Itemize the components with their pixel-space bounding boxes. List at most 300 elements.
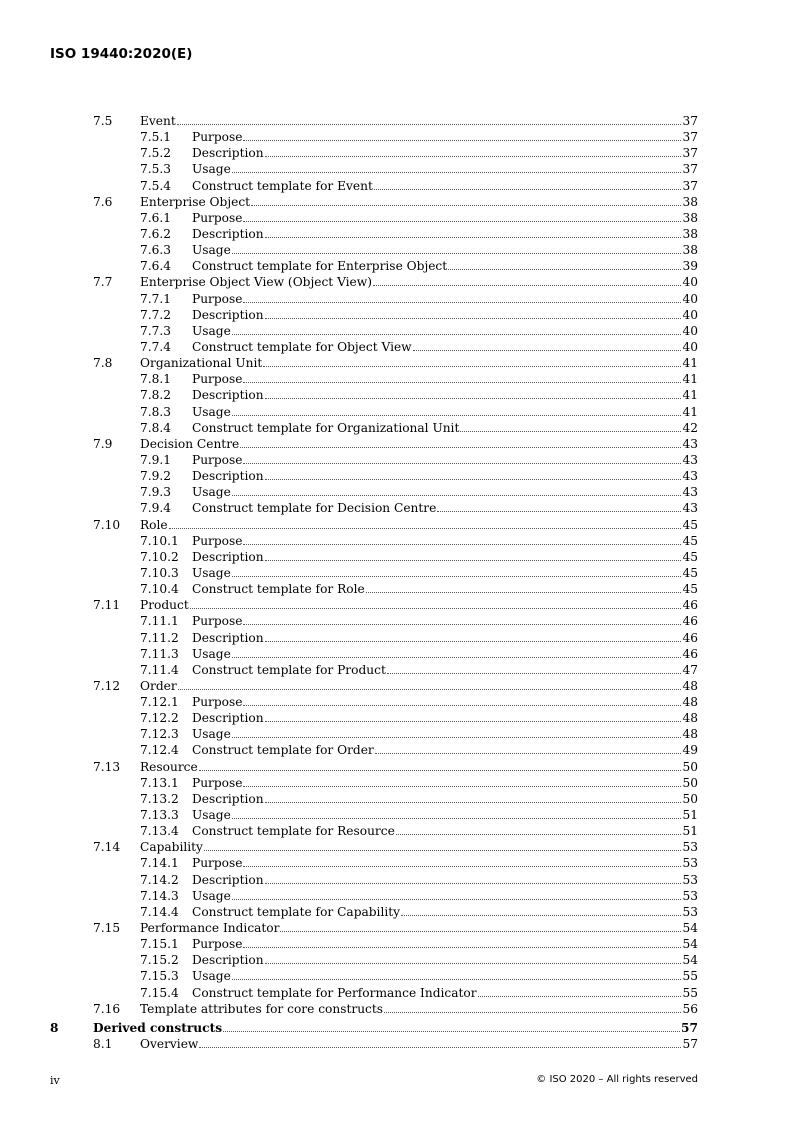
toc-entry-number: 7.11 bbox=[93, 598, 121, 613]
toc-entry[interactable] bbox=[50, 936, 698, 952]
toc-entry[interactable] bbox=[50, 323, 698, 339]
toc-entry-number: 7.8.1 bbox=[140, 372, 172, 387]
toc-entry-line bbox=[192, 791, 698, 807]
toc-entry-number: 7.7.1 bbox=[140, 291, 172, 306]
toc-entry-title: Usage bbox=[192, 243, 231, 258]
toc-entry[interactable] bbox=[50, 226, 698, 242]
toc-entry[interactable] bbox=[50, 742, 698, 758]
toc-entry-title: Construct template for Object View bbox=[192, 339, 412, 354]
toc-entry-page: 45 bbox=[682, 565, 698, 580]
toc-entry[interactable] bbox=[50, 145, 698, 161]
toc-entry-title: Order bbox=[140, 678, 177, 693]
toc-entry-title: Usage bbox=[192, 565, 231, 580]
toc-entry-line bbox=[140, 274, 698, 290]
toc-entry-line bbox=[192, 904, 698, 920]
dot-leader bbox=[396, 833, 682, 835]
toc-entry-number: 7.6.2 bbox=[140, 226, 172, 241]
toc-entry-line bbox=[140, 759, 698, 775]
toc-entry-line bbox=[140, 436, 698, 452]
toc-entry-line bbox=[192, 161, 698, 177]
toc-entry-number: 7.15.1 bbox=[140, 937, 179, 952]
toc-entry-number: 7.5.4 bbox=[140, 178, 172, 193]
toc-entry[interactable] bbox=[50, 759, 698, 775]
toc-entry-line bbox=[192, 452, 698, 468]
toc-entry-title: Decision Centre bbox=[140, 436, 240, 451]
toc-entry-page: 43 bbox=[682, 436, 698, 451]
toc-entry-page: 46 bbox=[682, 646, 698, 661]
toc-entry-page: 46 bbox=[682, 598, 698, 613]
toc-entry-number: 7.9.1 bbox=[140, 452, 172, 467]
toc-entry-title: Template attributes for core constructs bbox=[140, 1001, 384, 1016]
toc-entry[interactable] bbox=[50, 452, 698, 468]
dot-leader bbox=[204, 849, 682, 851]
toc-entry-title: Derived constructs bbox=[93, 1020, 223, 1035]
dot-leader bbox=[375, 752, 682, 754]
toc-entry-page: 37 bbox=[682, 178, 698, 193]
toc-entry-line bbox=[140, 194, 698, 210]
toc-entry-line bbox=[192, 258, 698, 274]
toc-entry-number: 7.15.4 bbox=[140, 985, 179, 1000]
toc-entry-number: 7.15.3 bbox=[140, 969, 179, 984]
dot-leader bbox=[243, 220, 681, 222]
toc-entry-number: 7.12.4 bbox=[140, 743, 179, 758]
dot-leader bbox=[243, 704, 681, 706]
toc-entry-page: 43 bbox=[682, 469, 698, 484]
toc-entry-line bbox=[192, 307, 698, 323]
toc-entry-page: 49 bbox=[682, 743, 698, 758]
toc-entry-page: 40 bbox=[682, 307, 698, 322]
toc-entry-number: 7.13.3 bbox=[140, 808, 179, 823]
toc-entry-line bbox=[192, 291, 698, 307]
toc-entry[interactable] bbox=[50, 291, 698, 307]
dot-leader bbox=[265, 962, 682, 964]
toc-entry-number: 7.11.3 bbox=[140, 646, 179, 661]
toc-entry-title: Purpose bbox=[192, 130, 243, 145]
toc-entry-number: 7.9.4 bbox=[140, 501, 172, 516]
dot-leader bbox=[366, 591, 682, 593]
toc-entry[interactable] bbox=[50, 274, 698, 290]
toc-entry-number: 7.13 bbox=[93, 759, 121, 774]
dot-leader bbox=[232, 978, 682, 980]
dot-leader bbox=[232, 414, 682, 416]
toc-entry[interactable] bbox=[50, 710, 698, 726]
toc-entry-page: 51 bbox=[682, 824, 698, 839]
toc-entry-page: 55 bbox=[682, 985, 698, 1000]
toc-entry-page: 53 bbox=[682, 888, 698, 903]
toc-entry-page: 37 bbox=[682, 162, 698, 177]
dot-leader bbox=[243, 785, 681, 787]
dot-leader bbox=[199, 769, 682, 771]
toc-entry-number: 7.6.4 bbox=[140, 259, 172, 274]
toc-entry[interactable] bbox=[50, 823, 698, 839]
dot-leader bbox=[265, 397, 682, 399]
toc-entry-page: 45 bbox=[682, 582, 698, 597]
dot-leader bbox=[232, 252, 682, 254]
dot-leader bbox=[387, 672, 682, 674]
dot-leader bbox=[240, 446, 681, 448]
toc-entry-line bbox=[192, 484, 698, 500]
toc-entry[interactable] bbox=[50, 194, 698, 210]
toc-entry-number: 7.11.4 bbox=[140, 662, 179, 677]
toc-entry[interactable] bbox=[50, 646, 698, 662]
toc-entry-line bbox=[192, 549, 698, 565]
toc-entry[interactable] bbox=[50, 533, 698, 549]
toc-entry[interactable] bbox=[50, 565, 698, 581]
toc-entry[interactable] bbox=[50, 952, 698, 968]
toc-entry-number: 7.8.2 bbox=[140, 388, 172, 403]
toc-entry-number: 7.11.1 bbox=[140, 614, 179, 629]
toc-entry-title: Enterprise Object bbox=[140, 194, 251, 209]
toc-entry-line bbox=[192, 565, 698, 581]
toc-entry[interactable] bbox=[50, 1036, 698, 1052]
dot-leader bbox=[401, 914, 681, 916]
toc-entry-page: 40 bbox=[682, 323, 698, 338]
toc-entry-number: 7.10 bbox=[93, 517, 121, 532]
toc-entry-line bbox=[192, 807, 698, 823]
toc-entry-title: Purpose bbox=[192, 695, 243, 710]
dot-leader bbox=[265, 801, 682, 803]
toc-entry-number: 7.10.2 bbox=[140, 549, 179, 564]
toc-entry-page: 53 bbox=[682, 904, 698, 919]
toc-entry-line bbox=[192, 694, 698, 710]
toc-entry-number: 7.7.2 bbox=[140, 307, 172, 322]
dot-leader bbox=[265, 478, 682, 480]
toc-entry-title: Construct template for Order bbox=[192, 743, 374, 758]
toc-entry-number: 7.7.3 bbox=[140, 323, 172, 338]
dot-leader bbox=[232, 656, 682, 658]
toc-entry[interactable] bbox=[50, 985, 698, 1001]
toc-entry-page: 40 bbox=[682, 275, 698, 290]
toc-entry-title: Purpose bbox=[192, 614, 243, 629]
toc-entry-line bbox=[140, 355, 698, 371]
toc-entry-title: Construct template for Decision Centre bbox=[192, 501, 437, 516]
toc-entry-line bbox=[192, 823, 698, 839]
toc-entry-number: 7.12.1 bbox=[140, 695, 179, 710]
toc-entry-number: 7.7.4 bbox=[140, 339, 172, 354]
toc-entry-page: 51 bbox=[682, 808, 698, 823]
toc-entry-number: 7.5.2 bbox=[140, 146, 172, 161]
toc-entry-title: Usage bbox=[192, 485, 231, 500]
dot-leader bbox=[243, 139, 681, 141]
toc-entry-page: 55 bbox=[682, 969, 698, 984]
toc-entry[interactable] bbox=[50, 161, 698, 177]
toc-entry[interactable] bbox=[50, 129, 698, 145]
toc-entry-title: Purpose bbox=[192, 210, 243, 225]
toc-entry-title: Construct template for Enterprise Object bbox=[192, 259, 448, 274]
toc-entry-line bbox=[192, 210, 698, 226]
toc-entry-title: Description bbox=[192, 307, 264, 322]
toc-entry[interactable] bbox=[50, 920, 698, 936]
toc-entry-page: 38 bbox=[682, 226, 698, 241]
toc-entry-number: 7.9 bbox=[93, 436, 113, 451]
toc-entry-line bbox=[192, 775, 698, 791]
toc-entry-title: Construct template for Event bbox=[192, 178, 373, 193]
toc-entry[interactable] bbox=[50, 113, 698, 129]
toc-entry-line bbox=[192, 613, 698, 629]
toc-entry-number: 7.6 bbox=[93, 194, 113, 209]
toc-entry-title: Description bbox=[192, 953, 264, 968]
toc-entry-number: 7.8.3 bbox=[140, 404, 172, 419]
toc-entry-number: 7.12.2 bbox=[140, 711, 179, 726]
toc-entry-page: 43 bbox=[682, 501, 698, 516]
dot-leader bbox=[265, 236, 682, 238]
toc-entry[interactable] bbox=[50, 307, 698, 323]
toc-entry[interactable] bbox=[50, 791, 698, 807]
toc-entry-title: Usage bbox=[192, 646, 231, 661]
toc-entry-page: 56 bbox=[682, 1001, 698, 1016]
toc-entry[interactable] bbox=[50, 468, 698, 484]
toc-entry-title: Usage bbox=[192, 323, 231, 338]
toc-entry-page: 50 bbox=[682, 759, 698, 774]
toc-entry[interactable] bbox=[50, 597, 698, 613]
toc-entry[interactable] bbox=[50, 420, 698, 436]
document-header: ISO 19440:2020(E) bbox=[50, 46, 193, 62]
toc-entry-title: Product bbox=[140, 598, 189, 613]
toc-entry[interactable] bbox=[50, 1001, 698, 1017]
toc-entry-page: 41 bbox=[682, 404, 698, 419]
toc-entry-line bbox=[192, 468, 698, 484]
toc-entry[interactable] bbox=[50, 968, 698, 984]
toc-entry-number: 7.5 bbox=[93, 114, 113, 128]
toc-entry[interactable] bbox=[50, 678, 698, 694]
toc-entry-line bbox=[192, 742, 698, 758]
toc-entry-line bbox=[192, 985, 698, 1001]
toc-entry-number: 7.12 bbox=[93, 678, 121, 693]
dot-leader bbox=[437, 510, 681, 512]
toc-entry-title: Usage bbox=[192, 727, 231, 742]
dot-leader bbox=[374, 188, 682, 190]
toc-entry[interactable] bbox=[50, 549, 698, 565]
toc-entry-number: 7.6.3 bbox=[140, 243, 172, 258]
dot-leader bbox=[232, 817, 682, 819]
toc-entry-number: 7.10.1 bbox=[140, 533, 179, 548]
toc-entry-title: Description bbox=[192, 469, 264, 484]
toc-entry-page: 39 bbox=[682, 259, 698, 274]
dot-leader bbox=[232, 736, 682, 738]
toc-entry-title: Purpose bbox=[192, 291, 243, 306]
toc-entry-page: 53 bbox=[682, 840, 698, 855]
dot-leader bbox=[263, 365, 681, 367]
toc-entry[interactable] bbox=[50, 581, 698, 597]
toc-entry[interactable] bbox=[50, 662, 698, 678]
dot-leader bbox=[177, 123, 682, 125]
toc-entry-title: Purpose bbox=[192, 856, 243, 871]
toc-entry[interactable] bbox=[50, 855, 698, 871]
toc-entry-line bbox=[192, 323, 698, 339]
toc-entry-page: 48 bbox=[682, 727, 698, 742]
toc-entry-line bbox=[140, 839, 698, 855]
toc-entry-line bbox=[192, 936, 698, 952]
toc-entry-page: 38 bbox=[682, 194, 698, 209]
toc-entry-title: Description bbox=[192, 146, 264, 161]
toc-entry[interactable] bbox=[50, 258, 698, 274]
toc-entry-line bbox=[192, 500, 698, 516]
toc-entry-page: 48 bbox=[682, 711, 698, 726]
toc-entry[interactable] bbox=[50, 630, 698, 646]
toc-entry-number: 8 bbox=[50, 1020, 59, 1035]
toc-entry-number: 7.14.3 bbox=[140, 888, 179, 903]
dot-leader bbox=[251, 204, 681, 206]
toc-entry-line bbox=[140, 678, 698, 694]
toc-entry-title: Capability bbox=[140, 840, 203, 855]
toc-entry-line bbox=[140, 517, 698, 533]
dot-leader bbox=[243, 865, 681, 867]
dot-leader bbox=[478, 995, 682, 997]
toc-entry-page: 45 bbox=[682, 533, 698, 548]
toc-entry-line bbox=[192, 968, 698, 984]
toc-entry-line bbox=[192, 226, 698, 242]
toc-entry[interactable] bbox=[50, 694, 698, 710]
toc-entry-page: 41 bbox=[682, 372, 698, 387]
dot-leader bbox=[280, 930, 681, 932]
toc-entry-title: Description bbox=[192, 388, 264, 403]
toc-entry[interactable] bbox=[50, 517, 698, 533]
toc-entry[interactable] bbox=[50, 339, 698, 355]
dot-leader bbox=[384, 1011, 681, 1013]
toc-entry-title: Description bbox=[192, 791, 264, 806]
toc-entry-line bbox=[140, 597, 698, 613]
toc-entry-line bbox=[140, 920, 698, 936]
dot-leader bbox=[178, 688, 682, 690]
toc-entry[interactable] bbox=[50, 839, 698, 855]
toc-entry[interactable] bbox=[50, 210, 698, 226]
toc-entry-title: Usage bbox=[192, 404, 231, 419]
toc-entry[interactable] bbox=[50, 436, 698, 452]
toc-entry-number: 7.13.1 bbox=[140, 775, 179, 790]
toc-entry-title: Event bbox=[140, 114, 176, 128]
toc-entry-page: 41 bbox=[682, 356, 698, 371]
toc-entry-line bbox=[192, 339, 698, 355]
toc-entry-title: Purpose bbox=[192, 775, 243, 790]
toc-entry-number: 8.1 bbox=[93, 1037, 113, 1052]
toc-entry[interactable] bbox=[50, 726, 698, 742]
dot-leader bbox=[232, 575, 682, 577]
toc-entry-title: Organizational Unit bbox=[140, 356, 263, 371]
toc-entry-page: 50 bbox=[682, 791, 698, 806]
toc-entry-line bbox=[192, 710, 698, 726]
toc-entry-title: Construct template for Resource bbox=[192, 824, 395, 839]
dot-leader bbox=[169, 527, 682, 529]
toc-entry-title: Description bbox=[192, 549, 264, 564]
toc-entry[interactable] bbox=[50, 355, 698, 371]
toc-entry-page: 46 bbox=[682, 630, 698, 645]
dot-leader bbox=[243, 543, 681, 545]
toc-entry-number: 7.16 bbox=[93, 1001, 121, 1016]
toc-entry-title: Description bbox=[192, 226, 264, 241]
toc-entry-page: 37 bbox=[682, 146, 698, 161]
dot-leader bbox=[243, 623, 681, 625]
dot-leader bbox=[448, 268, 681, 270]
toc-entry-page: 53 bbox=[682, 872, 698, 887]
toc-entry-title: Purpose bbox=[192, 372, 243, 387]
toc-entry-page: 43 bbox=[682, 485, 698, 500]
toc-entry[interactable] bbox=[50, 404, 698, 420]
toc-entry-title: Purpose bbox=[192, 937, 243, 952]
toc-entry-page: 57 bbox=[682, 1037, 698, 1052]
toc-entry-title: Description bbox=[192, 630, 264, 645]
toc-entry-number: 7.14.4 bbox=[140, 904, 179, 919]
toc-entry-number: 7.5.1 bbox=[140, 130, 172, 145]
toc-entry-title: Construct template for Product bbox=[192, 662, 386, 677]
toc-entry[interactable] bbox=[50, 484, 698, 500]
toc-entry-line bbox=[192, 855, 698, 871]
toc-entry-page: 50 bbox=[682, 775, 698, 790]
toc-entry-number: 7.12.3 bbox=[140, 727, 179, 742]
dot-leader bbox=[265, 155, 682, 157]
dot-leader bbox=[265, 559, 682, 561]
toc-entry-page: 45 bbox=[682, 549, 698, 564]
toc-entry-page: 48 bbox=[682, 695, 698, 710]
dot-leader bbox=[265, 640, 682, 642]
toc-entry[interactable] bbox=[50, 178, 698, 194]
toc-entry-number: 7.5.3 bbox=[140, 162, 172, 177]
toc-entry-page: 46 bbox=[682, 614, 698, 629]
toc-entry-title: Description bbox=[192, 872, 264, 887]
toc-entry-number: 7.7 bbox=[93, 275, 113, 290]
dot-leader bbox=[265, 882, 682, 884]
toc-entry[interactable] bbox=[50, 775, 698, 791]
toc-entry-number: 7.13.4 bbox=[140, 824, 179, 839]
toc-entry[interactable] bbox=[50, 371, 698, 387]
toc-entry[interactable] bbox=[50, 888, 698, 904]
dot-leader bbox=[243, 301, 681, 303]
toc-entry-page: 42 bbox=[682, 420, 698, 435]
toc-entry-title: Construct template for Role bbox=[192, 582, 365, 597]
toc-entry-page: 54 bbox=[682, 953, 698, 968]
toc-entry-page: 48 bbox=[682, 678, 698, 693]
toc-entry-line bbox=[140, 1001, 698, 1017]
toc-entry-number: 7.13.2 bbox=[140, 791, 179, 806]
toc-entry[interactable] bbox=[50, 242, 698, 258]
toc-entry-line bbox=[192, 404, 698, 420]
toc-entry-line bbox=[192, 888, 698, 904]
dot-leader bbox=[223, 1030, 680, 1032]
toc-entry-line bbox=[140, 1036, 698, 1052]
page-number: iv bbox=[50, 1074, 60, 1087]
toc-entry[interactable] bbox=[50, 904, 698, 920]
toc-entry-title: Construct template for Organizational Unit bbox=[192, 420, 460, 435]
toc-entry-title: Usage bbox=[192, 969, 231, 984]
toc-entry-line bbox=[192, 387, 698, 403]
toc-entry-title: Usage bbox=[192, 888, 231, 903]
dot-leader bbox=[232, 494, 682, 496]
toc-entry-title: Overview bbox=[140, 1037, 199, 1052]
toc-entry-number: 7.15.2 bbox=[140, 953, 179, 968]
toc-entry[interactable] bbox=[50, 387, 698, 403]
toc-entry[interactable] bbox=[50, 1020, 698, 1036]
toc-entry[interactable] bbox=[50, 807, 698, 823]
toc-entry[interactable] bbox=[50, 500, 698, 516]
toc-entry-title: Resource bbox=[140, 759, 198, 774]
toc-entry-page: 37 bbox=[682, 114, 698, 128]
toc-entry-line bbox=[192, 662, 698, 678]
toc-entry[interactable] bbox=[50, 613, 698, 629]
toc-entry-number: 7.10.3 bbox=[140, 565, 179, 580]
toc-entry-line bbox=[192, 533, 698, 549]
toc-entry-number: 7.10.4 bbox=[140, 582, 179, 597]
dot-leader bbox=[413, 349, 682, 351]
toc-entry-line bbox=[192, 726, 698, 742]
toc-entry-number: 7.14.1 bbox=[140, 856, 179, 871]
toc-entry-number: 7.11.2 bbox=[140, 630, 179, 645]
toc-entry-line bbox=[140, 113, 698, 129]
toc-entry-page: 53 bbox=[682, 856, 698, 871]
dot-leader bbox=[232, 898, 682, 900]
dot-leader bbox=[373, 284, 682, 286]
dot-leader bbox=[190, 607, 682, 609]
toc-entry[interactable] bbox=[50, 872, 698, 888]
dot-leader bbox=[199, 1046, 681, 1048]
